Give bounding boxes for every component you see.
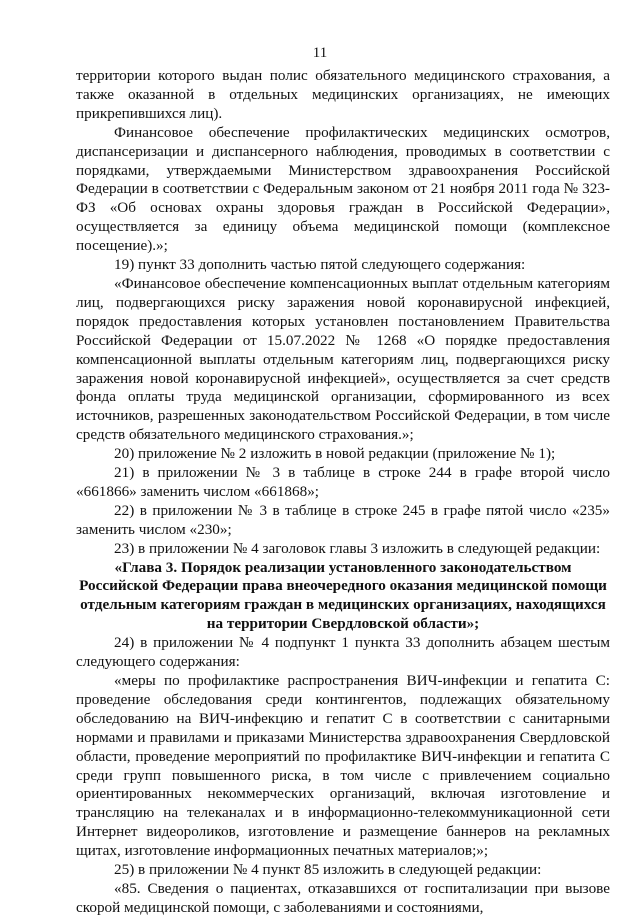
paragraph: Финансовое обеспечение профилактических медицинских осмотров, диспансеризации и диспансерного наблюдения, проводимых в соответствии с порядками, утверждаемыми Министерством здравоохранения Российской Федерации в соответствии с Федеральным законом от 21 ноября 2011 года № 323-ФЗ «Об основах охраны здоровья граждан в Российской Федерации», осуществляется за единицу объема медицинской помощи (комплексное посещение).»; (76, 123, 610, 255)
paragraph: 20) приложение № 2 изложить в новой редакции (приложение № 1); (114, 445, 556, 463)
heading-line: отдельным категориям граждан в медицинских организациях, находящихся (80, 596, 606, 614)
paragraph: 24) в приложении № 4 подпункт 1 пункта 33 дополнить абзацем шестым следующего содержания: (76, 634, 610, 671)
paragraph: территории которого выдан полис обязательного медицинского страхования, а также оказанной в отдельных медицинских организациях, не имеющих прикрепившихся лиц). (76, 67, 610, 122)
paragraph: 21) в приложении № 3 в таблице в строке 244 в графе второй число «661866» заменить числом «661868»; (76, 464, 610, 500)
paragraph: «85. Сведения о пациентах, отказавшихся от госпитализации при вызове скорой медицинской помощи, с заболеваниями и состояниями, (76, 879, 610, 916)
heading-line: «Глава 3. Порядок реализации установленного законодательством (114, 558, 572, 576)
paragraph: 23) в приложении № 4 заголовок главы 3 изложить в следующей редакции: (114, 539, 601, 557)
chapter-heading (76, 559, 610, 635)
heading-line: на территории Свердловской области»; (206, 615, 480, 633)
paragraph: 22) в приложении № 3 в таблице в строке 245 в графе пятой число «235» заменить числом «230»; (76, 501, 610, 538)
heading-line: Российской Федерации права внеочередного оказания медицинской помощи (79, 577, 607, 595)
paragraph: 25) в приложении № 4 пункт 85 изложить в следующей редакции: (114, 861, 542, 879)
page-number: 11 (312, 45, 328, 61)
document-body (76, 67, 610, 918)
paragraph: «Финансовое обеспечение компенсационных выплат отдельным категориям лиц, подвергающихся риску заражения новой коронавирусной инфекцией, порядок предоставления которых установлен постановлением Правительства Российской Федерации от 15.07.2022 № 1268 «О порядке предоставления компенсационной выплаты отдельным категориям лиц, подвергающихся риску заражения новой коронавирусной инфекцией», осуществляется за счет средств фонда оплаты труда медицинской организации, сформированного из всех источников, разрешенных законодательством Российской Федерации, в том числе средств обязательного медицинского страхования.»; (76, 274, 610, 444)
paragraph: 19) пункт 33 дополнить частью пятой следующего содержания: (114, 256, 526, 274)
paragraph: «меры по профилактике распространения ВИЧ-инфекции и гепатита С: проведение обследования среди контингентов, подлежащих обязательному обследованию на ВИЧ-инфекцию и гепатит С в соответствии с санитарными нормами и правилами и приказами Министерства здравоохранения Свердловской области, проведение мероприятий по профилактике ВИЧ-инфекции и гепатита С среди групп повышенного риска, в том числе с привлечением социально ориентированных некоммерческих организаций, включая изготовление и трансляцию на телеканалах и в информационно-телекоммуникационной сети Интернет видеороликов, изготовление и размещение баннеров на рекламных щитах, изготовление информационных печатных материалов;»; (76, 672, 610, 860)
